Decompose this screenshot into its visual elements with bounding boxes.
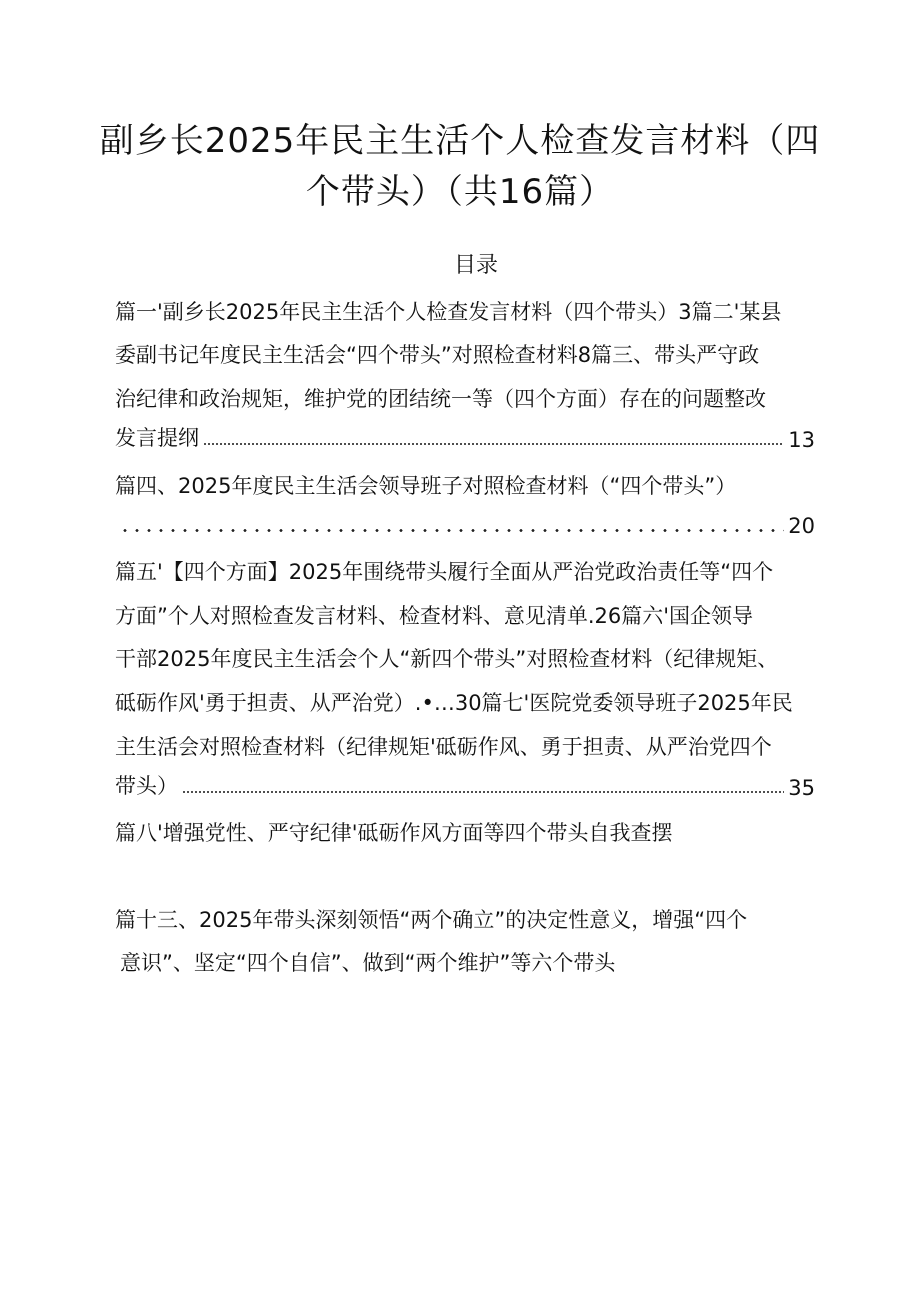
dot-leader <box>182 791 784 793</box>
toc-entry-with-leader <box>115 422 815 452</box>
toc-line: 意识”、坚定“四个自信”、做到“两个维护”等六个带头 <box>120 951 616 975</box>
toc-entry-text: 发言提纲 <box>115 426 199 450</box>
toc-entry-text: 带头） <box>115 774 178 798</box>
toc-line: 治纪律和政治规矩，维护党的团结统一等（四个方面）存在的问题整改 <box>115 387 766 411</box>
toc-line: 篇八'增强党性、严守纪律'砥砺作风方面等四个带头自我查摆 <box>115 821 673 845</box>
document-title-line-2: 个带头）（共16篇） <box>305 172 615 212</box>
toc-line: 方面”个人对照检查发言材料、检查材料、意见清单.26篇六'国企领导 <box>115 604 754 628</box>
toc-line: 篇十三、2025年带头深刻领悟“两个确立”的决定性意义，增强“四个 <box>115 908 748 932</box>
toc-entry-with-leader <box>115 770 815 800</box>
toc-line: 篇四、2025年度民主生活会领导班子对照检查材料（“四个带头”） <box>115 474 737 498</box>
dot-leader <box>203 443 784 445</box>
dot-leader <box>119 529 784 532</box>
toc-line: 篇五'【四个方面】2025年围绕带头履行全面从严治党政治责任等“四个 <box>115 560 774 584</box>
toc-page-number: 13 <box>788 428 815 452</box>
toc-line: 砥砺作风'勇于担责、从严治党）.•…30篇七'医院党委领导班子2025年民 <box>115 691 793 715</box>
toc-line: 主生活会对照检查材料（纪律规矩'砥砺作风、勇于担责、从严治党四个 <box>115 735 772 759</box>
toc-line: 篇一'副乡长2025年民主生活个人检查发言材料（四个带头）3篇二'某县 <box>115 300 782 324</box>
toc-heading: 目录 <box>453 253 498 278</box>
toc-entry-with-leader <box>115 508 815 538</box>
document-title-line-1: 副乡长2025年民主生活个人检查发言材料（四 <box>99 121 821 161</box>
toc-line: 干部2025年度民主生活会个人“新四个带头”对照检查材料（纪律规矩、 <box>115 647 779 671</box>
toc-page-number: 35 <box>788 776 815 800</box>
toc-page-number: 20 <box>788 514 815 538</box>
toc-line: 委副书记年度民主生活会“四个带头”对照检查材料8篇三、带头严守政 <box>115 343 760 367</box>
